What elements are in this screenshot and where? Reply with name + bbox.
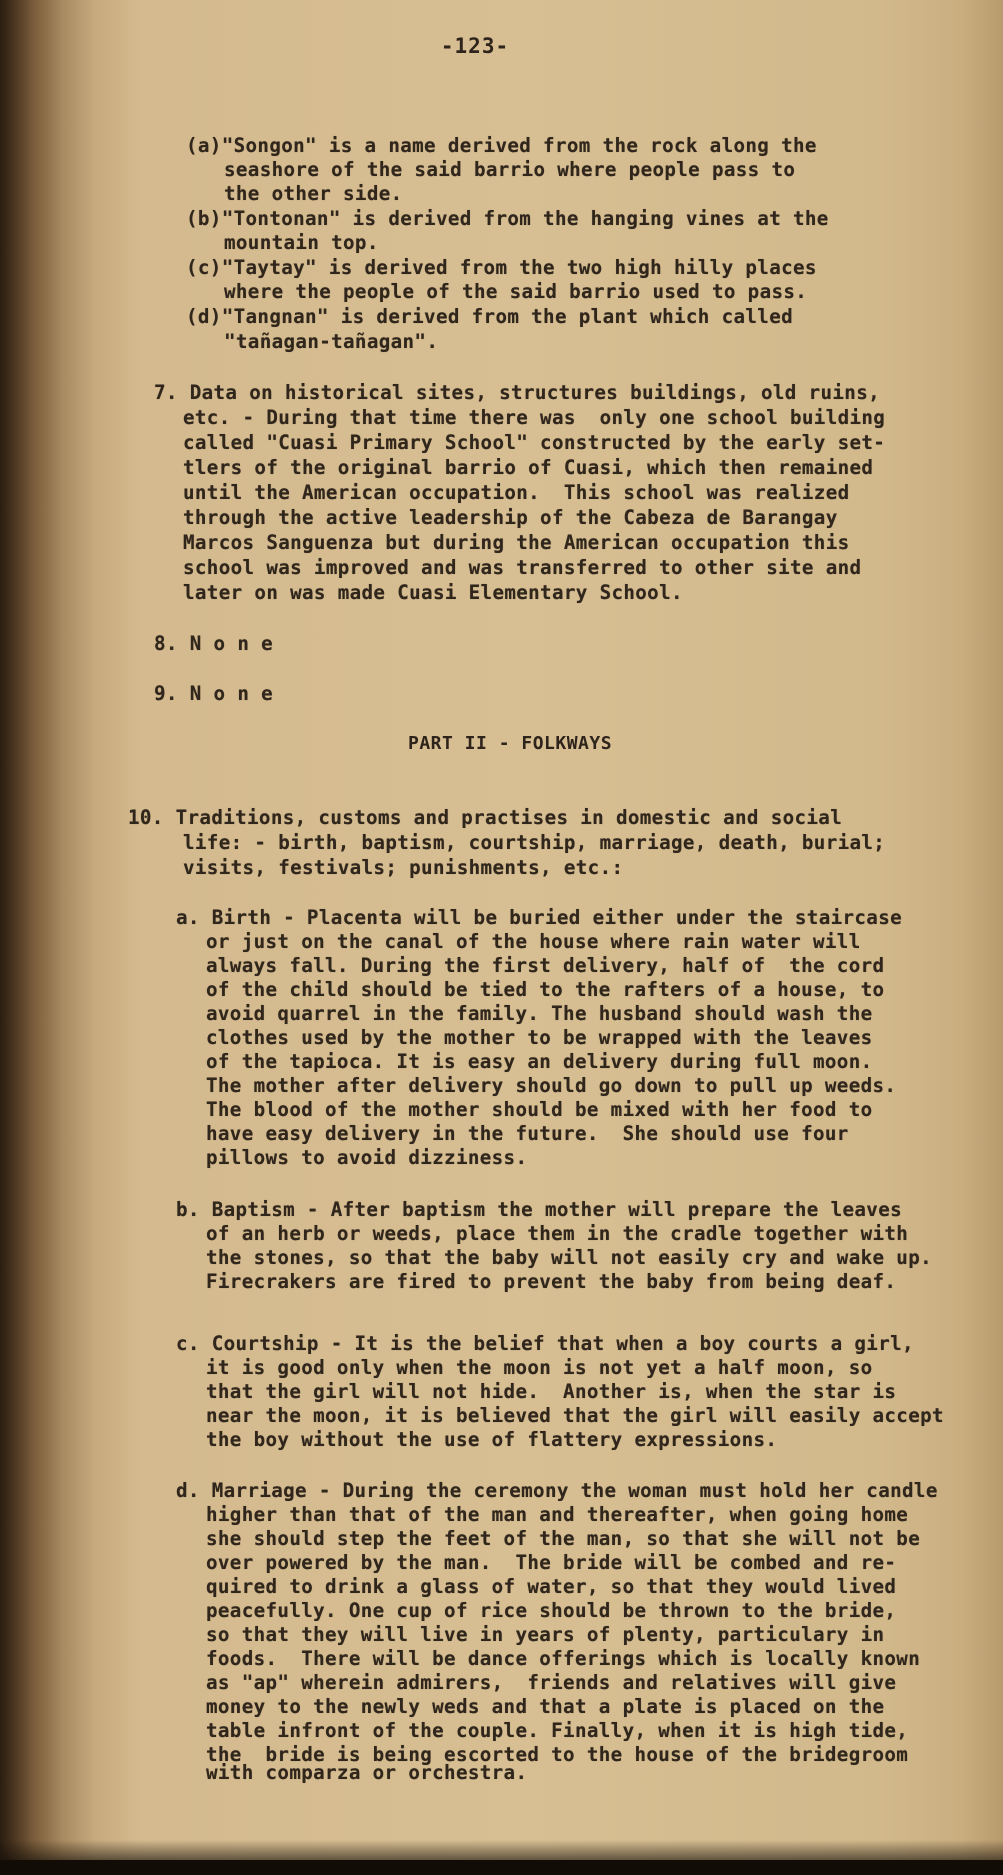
courtship-line-5: the boy without the use of flattery expressions. [206, 1428, 778, 1451]
birth-line-1: a. Birth - Placenta will be buried either under the staircase [176, 906, 903, 929]
marriage-line-8: foods. There will be dance offerings which is locally known [206, 1647, 921, 1670]
item10-line-2: life: - birth, baptism, courtship, marriage, death, burial; [183, 831, 886, 854]
marriage-line-13: with comparza or orchestra. [206, 1761, 528, 1784]
courtship-line-4: near the moon, it is believed that the girl will easily accept [206, 1404, 944, 1427]
page-number: -123- [440, 34, 510, 58]
birth-line-11: pillows to avoid dizziness. [206, 1146, 528, 1169]
item-d-line-2: "tañagan-tañagan". [224, 330, 439, 353]
item7-line-8: school was improved and was transferred to other site and [183, 556, 862, 579]
scan-bottom-edge [0, 1860, 1003, 1875]
birth-line-4: of the child should be tied to the rafters of a house, to [206, 978, 885, 1001]
item9-text: 9. N o n e [154, 682, 274, 705]
birth-line-9: The blood of the mother should be mixed with her food to [206, 1098, 873, 1121]
item-b-line-2: mountain top. [224, 231, 379, 254]
courtship-line-3: that the girl will not hide. Another is, when the star is [206, 1380, 897, 1403]
item7-line-9: later on was made Cuasi Elementary School. [183, 581, 683, 604]
marriage-line-1: d. Marriage - During the ceremony the woman must hold her candle [176, 1479, 938, 1502]
marriage-line-7: so that they will live in years of plenty, particulary in [206, 1623, 885, 1646]
item7-line-2: etc. - During that time there was only one school building [183, 406, 886, 429]
item7-line-4: tlers of the original barrio of Cuasi, which then remained [183, 456, 874, 479]
part-heading: PART II - FOLKWAYS [408, 733, 613, 754]
courtship-line-1: c. Courtship - It is the belief that when a boy courts a girl, [176, 1332, 914, 1355]
item-b-line-1: (b)"Tontonan" is derived from the hanging vines at the [186, 207, 829, 230]
item7-line-3: called "Cuasi Primary School" constructed by the early set- [183, 431, 886, 454]
marriage-line-4: over powered by the man. The bride will be combed and re- [206, 1551, 897, 1574]
baptism-line-1: b. Baptism - After baptism the mother will prepare the leaves [176, 1198, 903, 1221]
item-a-line-2: seashore of the said barrio where people pass to [224, 158, 796, 181]
item7-line-6: through the active leadership of the Cabeza de Barangay [183, 506, 838, 529]
birth-line-8: The mother after delivery should go down to pull up weeds. [206, 1074, 897, 1097]
marriage-line-2: higher than that of the man and thereafter, when going home [206, 1503, 909, 1526]
item10-line-1: 10. Traditions, customs and practises in domestic and social [128, 806, 843, 829]
birth-line-3: always fall. During the first delivery, half of the cord [206, 954, 885, 977]
baptism-line-2: of an herb or weeds, place them in the cradle together with [206, 1222, 909, 1245]
marriage-line-11: table infront of the couple. Finally, when it is high tide, [206, 1719, 909, 1742]
item-a-line-3: the other side. [224, 182, 403, 205]
baptism-line-3: the stones, so that the baby will not easily cry and wake up. [206, 1246, 933, 1269]
item-d-line-1: (d)"Tangnan" is derived from the plant which called [186, 305, 793, 328]
birth-line-6: clothes used by the mother to be wrapped with the leaves [206, 1026, 873, 1049]
item8-text: 8. N o n e [154, 632, 274, 655]
courtship-line-2: it is good only when the moon is not yet a half moon, so [206, 1356, 873, 1379]
item10-line-3: visits, festivals; punishments, etc.: [183, 856, 624, 879]
item7-line-5: until the American occupation. This school was realized [183, 481, 850, 504]
birth-line-2: or just on the canal of the house where rain water will [206, 930, 861, 953]
birth-line-10: have easy delivery in the future. She should use four [206, 1122, 849, 1145]
birth-line-7: of the tapioca. It is easy an delivery during full moon. [206, 1050, 873, 1073]
birth-line-5: avoid quarrel in the family. The husband should wash the [206, 1002, 873, 1025]
marriage-line-3: she should step the feet of the man, so that she will not be [206, 1527, 921, 1550]
baptism-line-4: Firecrakers are fired to prevent the baby from being deaf. [206, 1270, 897, 1293]
marriage-line-9: as "ap" wherein admirers, friends and relatives will give [206, 1671, 897, 1694]
marriage-line-10: money to the newly weds and that a plate is placed on the [206, 1695, 885, 1718]
marriage-line-6: peacefully. One cup of rice should be thrown to the bride, [206, 1599, 897, 1622]
item7-line-7: Marcos Sanguenza but during the American occupation this [183, 531, 850, 554]
item-c-line-2: where the people of the said barrio used to pass. [224, 280, 808, 303]
item7-line-1: 7. Data on historical sites, structures buildings, old ruins, [154, 381, 881, 404]
item-c-line-1: (c)"Taytay" is derived from the two high hilly places [186, 256, 817, 279]
item-a-line-1: (a)"Songon" is a name derived from the rock along the [186, 134, 817, 157]
marriage-line-12: the bride is being escorted to the house of the bridegroom [206, 1743, 909, 1766]
marriage-line-5: quired to drink a glass of water, so that they would lived [206, 1575, 897, 1598]
